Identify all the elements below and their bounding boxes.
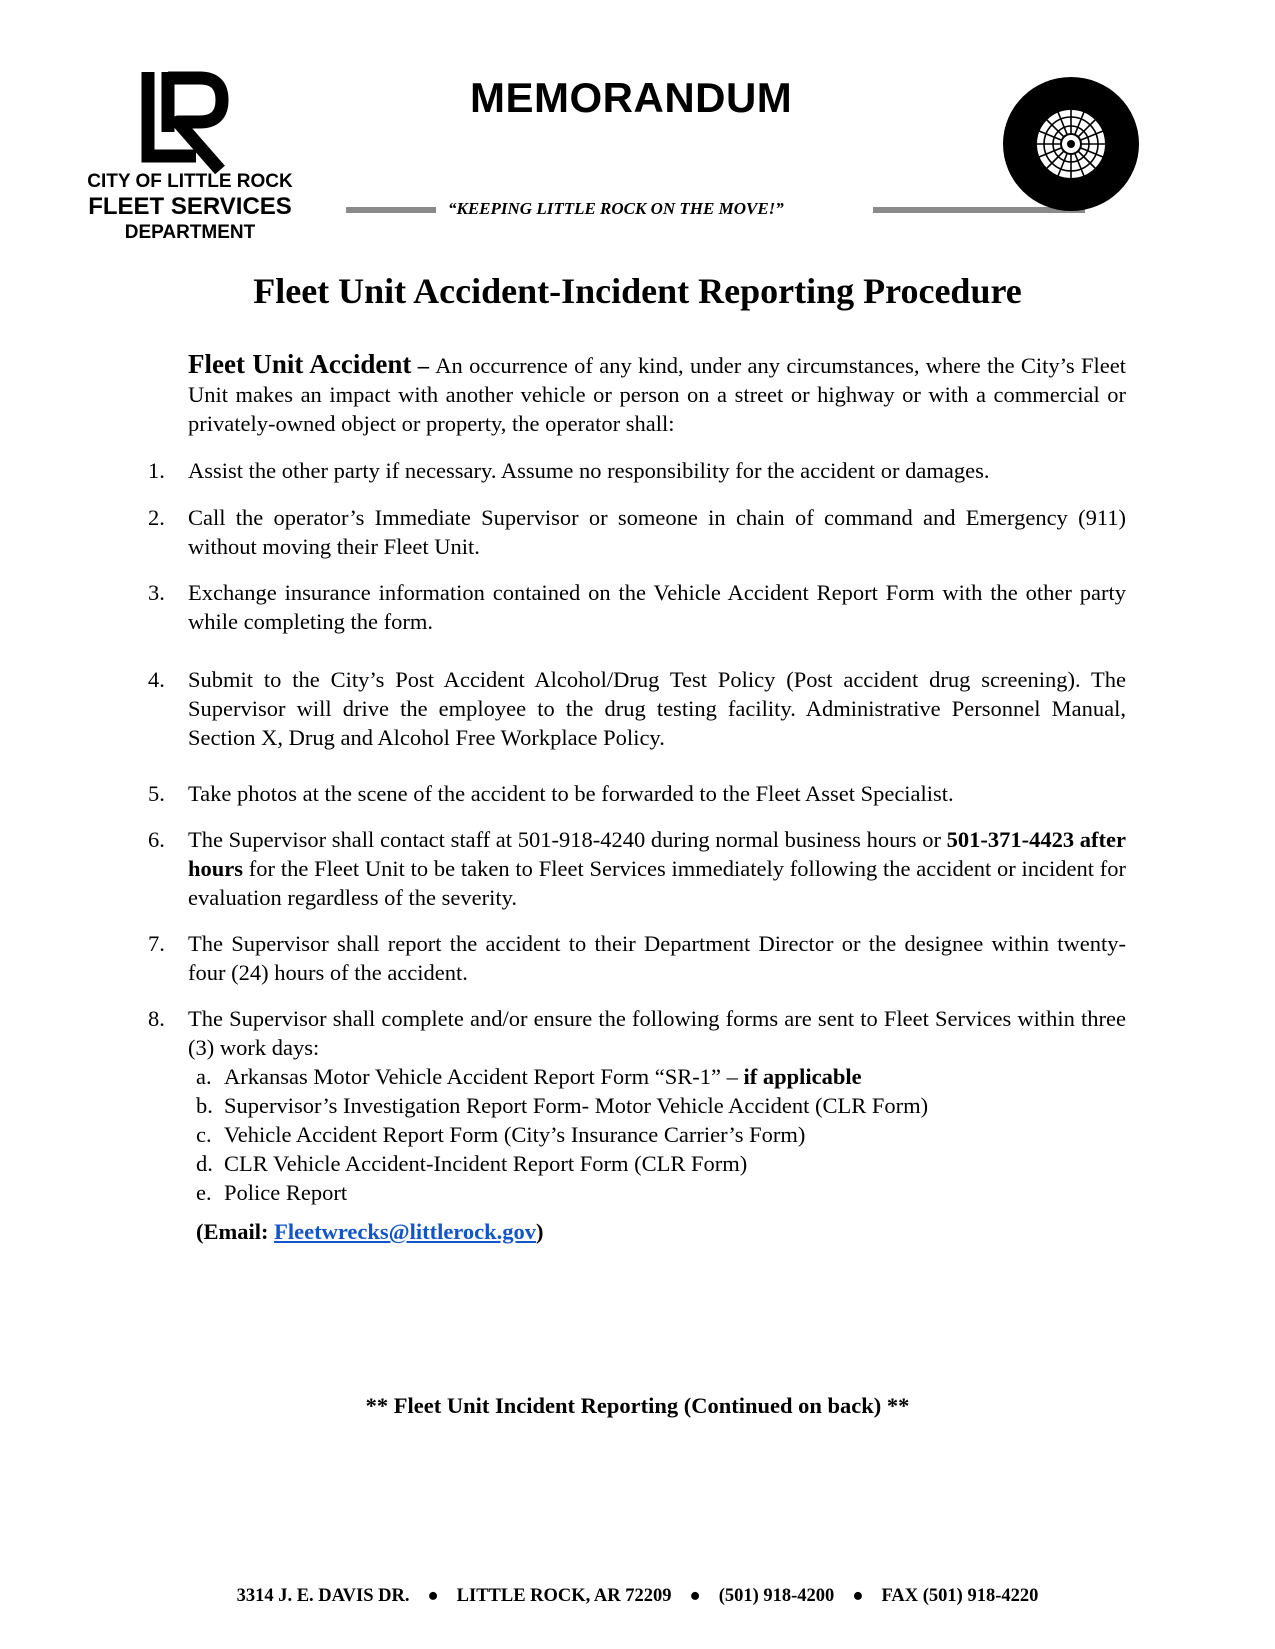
email-prefix: (Email:: [196, 1219, 275, 1244]
list-item-text: Assist the other party if necessary. Assume no responsibility for the accident or damages.: [188, 458, 990, 483]
footer-separator: ●: [852, 1586, 864, 1606]
list-item-number: 4.: [148, 667, 165, 692]
footer: [0, 1586, 1275, 1607]
list-item-3: [148, 578, 1126, 636]
list-item-7: [148, 929, 1126, 987]
list-item-2: [148, 503, 1126, 561]
memo-title: MEMORANDUM: [470, 74, 793, 121]
list-item-5: [148, 779, 1126, 808]
intro-paragraph: [188, 350, 1126, 438]
sub-item-a: [196, 1062, 862, 1091]
sub-item-text: Supervisor’s Investigation Report Form- Motor Vehicle Accident (CLR Form): [224, 1093, 929, 1118]
sub-item-letter: a.: [196, 1064, 212, 1089]
sub-item-text: CLR Vehicle Accident-Incident Report Form (CLR Form): [224, 1151, 748, 1176]
department-city: CITY OF LITTLE ROCK: [87, 171, 293, 192]
sub-item-text: Vehicle Accident Report Form (City’s Insurance Carrier’s Form): [224, 1122, 806, 1147]
list-item-number: 8.: [148, 1006, 165, 1031]
wheel-icon: [1000, 74, 1142, 214]
footer-fax: FAX (501) 918-4220: [881, 1586, 1039, 1606]
intro-dash: –: [411, 353, 436, 378]
department-name: FLEET SERVICES: [88, 192, 292, 220]
list-item-number: 7.: [148, 931, 165, 956]
list-item-text-part: for the Fleet Unit to be taken to Fleet Services immediately following the accident or incident for evaluation regardless of the severity.: [188, 856, 1126, 910]
after-hours-phone: 501-371-4423 after hours: [188, 827, 1126, 881]
list-item-4: [148, 665, 1126, 752]
list-item-number: 5.: [148, 781, 165, 806]
list-item-6: [148, 825, 1126, 912]
footer-separator: ●: [689, 1586, 701, 1606]
list-item-text: [188, 825, 1126, 912]
intro-text: An occurrence of any kind, under any circumstances, where the City’s Fleet Unit makes an impact with another vehicle or person on a street or highway or with a commercial or privately-owned object or property, the operator shall:: [188, 353, 1126, 436]
sub-item-d: [196, 1149, 747, 1178]
intro-term: Fleet Unit Accident: [188, 349, 412, 379]
list-item-8: [148, 1004, 1126, 1062]
sub-item-b: [196, 1091, 928, 1120]
footer-city: LITTLE ROCK, AR 72209: [456, 1586, 672, 1606]
list-item-text: Submit to the City’s Post Accident Alcohol/Drug Test Policy (Post accident drug screening). The Supervisor will drive the employee to the drug testing facility. Administrative Personnel Manual, Section X, Drug and Alcohol Free Workplace Policy.: [188, 667, 1126, 750]
sub-item-c: [196, 1120, 805, 1149]
list-item-text: The Supervisor shall complete and/or ensure the following forms are sent to Fleet Services within three (3) work days:: [188, 1006, 1126, 1060]
list-item-1: [148, 456, 1126, 485]
sub-item-e: [196, 1178, 347, 1207]
document-title: Fleet Unit Accident-Incident Reporting Procedure: [253, 271, 1022, 311]
sub-item-letter: b.: [196, 1093, 213, 1118]
sub-item-bold: if applicable: [743, 1064, 862, 1089]
slogan-rule-left: [346, 207, 436, 213]
email-suffix: ): [536, 1219, 544, 1244]
list-item-text: Take photos at the scene of the accident to be forwarded to the Fleet Asset Specialist.: [188, 781, 954, 806]
email-line: [196, 1219, 544, 1245]
sub-item-letter: d.: [196, 1151, 213, 1176]
department-block: [70, 172, 310, 243]
list-item-text: The Supervisor shall report the accident to their Department Director or the designee within twenty-four (24) hours of the accident.: [188, 931, 1126, 985]
sub-item-text: Arkansas Motor Vehicle Accident Report Form “SR-1” –: [224, 1064, 744, 1089]
list-item-text-part: The Supervisor shall contact staff at 501-918-4240 during normal business hours or: [188, 827, 947, 852]
sub-item-letter: e.: [196, 1180, 212, 1205]
footer-address: 3314 J. E. DAVIS DR.: [236, 1586, 410, 1606]
department-label: DEPARTMENT: [124, 222, 256, 244]
list-item-text: Exchange insurance information contained on the Vehicle Accident Report Form with the other party while completing the form.: [188, 580, 1126, 634]
footer-separator: ●: [427, 1586, 439, 1606]
email-link[interactable]: Fleetwrecks@littlerock.gov: [274, 1219, 537, 1244]
sub-item-text: Police Report: [224, 1180, 348, 1205]
list-item-text: Call the operator’s Immediate Supervisor or someone in chain of command and Emergency (911) without moving their Fleet Unit.: [188, 505, 1126, 559]
list-item-number: 1.: [148, 458, 165, 483]
sub-item-letter: c.: [196, 1122, 212, 1147]
list-item-number: 2.: [148, 505, 165, 530]
slogan: “KEEPING LITTLE ROCK ON THE MOVE!”: [448, 199, 784, 218]
footer-phone: (501) 918-4200: [718, 1586, 835, 1606]
list-item-number: 6.: [148, 827, 165, 852]
list-item-number: 3.: [148, 580, 165, 605]
continued-note: ** Fleet Unit Incident Reporting (Continued on back) **: [365, 1393, 910, 1418]
lr-logo-icon: [130, 70, 230, 174]
